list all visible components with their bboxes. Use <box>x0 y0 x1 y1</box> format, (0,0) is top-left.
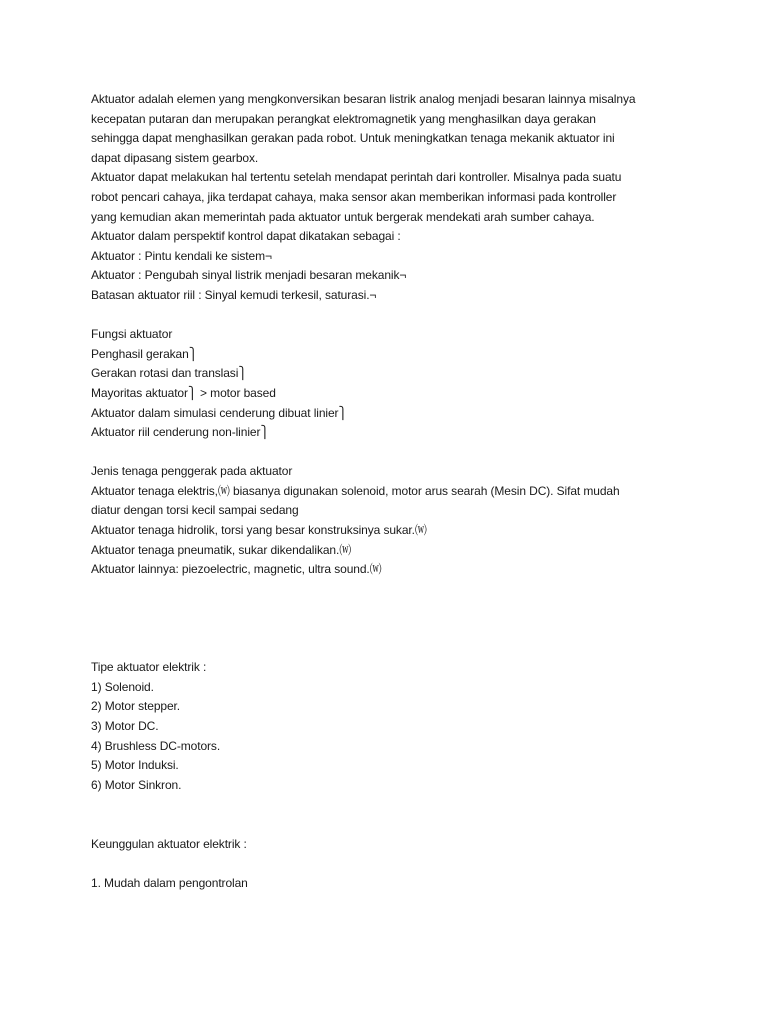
section-heading-fungsi: Fungsi aktuator <box>91 327 173 342</box>
list-item: Mayoritas aktuator⎫ > motor based <box>91 385 276 400</box>
list-item: 3) Motor DC. <box>91 719 159 733</box>
blank-line <box>91 599 691 619</box>
list-item: 5) Motor Induksi. <box>91 758 179 773</box>
paragraph-line: Aktuator dalam perspektif kontrol dapat dikatakan sebagai : <box>91 229 401 244</box>
list-item: 1) Solenoid. <box>91 679 154 694</box>
section-heading-jenis: Jenis tenaga penggerak pada aktuator <box>91 464 293 479</box>
list-item: 1. Mudah dalam pengontrolan <box>91 875 248 890</box>
list-item: Aktuator : Pintu kendali ke sistem¬ <box>91 248 272 263</box>
blank-line <box>91 306 691 326</box>
document-body <box>91 90 691 893</box>
list-item: Aktuator : Pengubah sinyal listrik menjadi besaran mekanik¬ <box>91 268 407 283</box>
list-item: 6) Motor Sinkron. <box>91 777 182 792</box>
list-item: Aktuator tenaga elektris,⒲ biasanya digunakan solenoid, motor arus searah (Mesin DC). Sifat mudah <box>91 483 620 498</box>
paragraph-line: sehingga dapat menghasilkan gerakan pada robot. Untuk meningkatkan tenaga mekanik aktuator ini <box>91 131 615 146</box>
list-item: Aktuator tenaga pneumatik, sukar dikendalikan.⒲ <box>91 542 352 557</box>
list-item: Aktuator dalam simulasi cenderung dibuat linier⎫ <box>91 405 348 420</box>
paragraph-line: diatur dengan torsi kecil sampai sedang <box>91 503 299 518</box>
paragraph-line: yang kemudian akan memerintah pada aktuator untuk bergerak mendekati arah sumber cahaya. <box>91 209 595 224</box>
paragraph-line: Aktuator dapat melakukan hal tertentu setelah mendapat perintah dari kontroller. Misalnya pada suatu <box>91 170 622 185</box>
list-item: Aktuator lainnya: piezoelectric, magnetic, ultra sound.⒲ <box>91 562 382 577</box>
list-item: 4) Brushless DC-motors. <box>91 738 221 753</box>
list-item: 2) Motor stepper. <box>91 699 181 714</box>
list-item: Aktuator riil cenderung non-linier⎫ <box>91 425 270 440</box>
list-item: Batasan aktuator riil : Sinyal kemudi terkesil, saturasi.¬ <box>91 287 377 302</box>
blank-line <box>91 443 691 463</box>
paragraph-line: robot pencari cahaya, jika terdapat cahaya, maka sensor akan memberikan informasi pada kontroller <box>91 189 617 204</box>
blank-line <box>91 619 691 639</box>
blank-line <box>91 854 691 874</box>
blank-line <box>91 639 691 659</box>
section-heading-keunggulan: Keunggulan aktuator elektrik : <box>91 836 247 851</box>
blank-line <box>91 580 691 600</box>
section-heading-tipe: Tipe aktuator elektrik : <box>91 660 207 675</box>
paragraph-line: dapat dipasang sistem gearbox. <box>91 150 259 165</box>
list-item: Penghasil gerakan⎫ <box>91 346 198 361</box>
list-item: Gerakan rotasi dan translasi⎫ <box>91 366 248 381</box>
paragraph-line: kecepatan putaran dan merupakan perangkat elektromagnetik yang menghasilkan daya gerakan <box>91 111 596 126</box>
blank-line <box>91 795 691 815</box>
blank-line <box>91 815 691 835</box>
paragraph-line: Aktuator adalah elemen yang mengkonversikan besaran listrik analog menjadi besaran lainnya misalnya <box>91 92 636 106</box>
list-item: Aktuator tenaga hidrolik, torsi yang besar konstruksinya sukar.⒲ <box>91 523 427 538</box>
